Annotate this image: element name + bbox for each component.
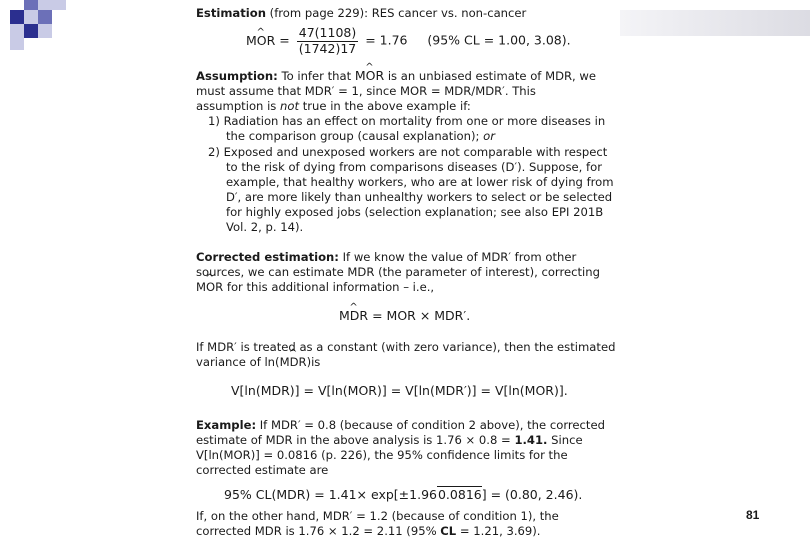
condition-2-line-2: to the risk of dying from comparisons diseases (D′). Suppose, for [226, 160, 602, 174]
corner-square-2 [24, 0, 38, 10]
assumption-text-3a: assumption is [196, 99, 277, 113]
corner-square-10 [10, 38, 24, 50]
corner-square-9 [38, 24, 52, 38]
variance-line-2 [196, 355, 320, 370]
mdr-hat-label: ^ MDR [339, 309, 368, 324]
assumption-heading: Assumption: [196, 69, 278, 83]
variance-line-1: If MDR′ is treated as a constant (with zero variance), then the estimated [196, 340, 616, 354]
mor-label: ^ MOR [246, 34, 275, 49]
example-text-2b: Since [551, 433, 583, 447]
mdr-equation [339, 309, 470, 324]
estimation-line [196, 6, 526, 21]
mor-inline: ^ MOR [355, 69, 384, 84]
other-line-1: If, on the other hand, MDR′ = 1.2 (because of condition 1), the [196, 509, 559, 523]
corner-square-3 [38, 0, 52, 10]
mdr-hat-inline: ^ MDR [280, 355, 307, 370]
variance-text-2b: )is [306, 355, 321, 369]
example-line-4: corrected estimate are [196, 463, 329, 477]
example-line-3: V[ln(MOR)] = 0.0816 (p. 226), the 95% confidence limits for the [196, 448, 568, 462]
corrected-text-1: If we know the value of MDR′ from other [342, 250, 577, 264]
mor-equation [246, 26, 571, 56]
assumption-line-2: must assume that MDR′ = 1, since MOR = MDR/MDR′. This [196, 84, 536, 98]
assumption-line-3 [196, 99, 471, 114]
assumption-text-1a: To infer that [281, 69, 352, 83]
assumption-text-1b: is an unbiased estimate of MDR, we [387, 69, 597, 83]
corner-square-8 [24, 24, 38, 38]
assumption-text-3b: true in the above example if: [302, 99, 471, 113]
corrected-text-3: for this additional information – i.e., [226, 280, 435, 294]
corner-square-1 [10, 10, 24, 24]
variance-text-2a: variance of ln( [196, 355, 280, 369]
example-line-1 [196, 418, 605, 433]
estimation-source: (from page 229): RES cancer vs. non-cancer [269, 6, 527, 20]
corner-square-5 [38, 10, 52, 24]
estimation-heading: Estimation [196, 6, 266, 20]
condition-2-line-3: example, that healthy workers, who are at lower risk of dying from [226, 175, 614, 189]
variance-equation: V[ln(MDR)] = V[ln(MOR)] = V[ln(MDR′)] = V[ln(MOR)]. [231, 383, 568, 398]
assumption-not: not [280, 99, 300, 113]
condition-2-line-5: for highly exposed jobs (selection explanation; see also EPI 201B [226, 205, 604, 219]
cl-sqrt: 0.0816 [437, 487, 482, 502]
condition-2-line-4: D′, are more likely than unhealthy workers to select or be selected [226, 190, 613, 204]
other-text-2b: = 1.21, 3.69). [459, 524, 541, 538]
condition-2-line-6: Vol. 2, p. 14). [226, 220, 304, 234]
condition-2-line-1: 2) Exposed and unexposed workers are not comparable with respect [208, 145, 608, 159]
other-cl: CL [440, 524, 457, 538]
assumption-line-1 [196, 69, 596, 84]
condition-1-text: the comparison group (causal explanation); [226, 129, 480, 143]
example-line-2 [196, 433, 583, 448]
example-text-2a: estimate of MDR in the above analysis is 1.76 × 0.8 = [196, 433, 511, 447]
mor-result: = 1.76 [365, 32, 408, 48]
corrected-line-2: sources, we can estimate MDR (the parameter of interest), correcting [196, 265, 600, 279]
mor-fraction [297, 26, 358, 56]
header-band [620, 10, 810, 36]
corner-square-7 [10, 24, 24, 38]
mor-ci: (95% CL = 1.00, 3.08). [427, 32, 571, 48]
mor-inline-2: ^ MOR [196, 280, 223, 295]
corrected-line-1 [196, 250, 576, 265]
mor-eq: = [279, 32, 290, 48]
mor-numerator: 47(1108) [298, 25, 357, 40]
mor-denominator: (1742)17 [298, 40, 357, 56]
cl-equation [224, 488, 582, 503]
condition-1-line-2 [226, 129, 495, 144]
cl-text-b: ] = (0.80, 2.46). [481, 487, 583, 502]
cl-text-a: 95% CL(MDR) = 1.41× exp[±1.96 [224, 487, 437, 502]
corrected-line-3 [196, 280, 434, 295]
page-number: 81 [746, 508, 760, 522]
corrected-heading: Corrected estimation: [196, 250, 339, 264]
mdr-eq-text: = MOR × MDR′. [372, 308, 471, 323]
example-value: 1.41. [514, 433, 548, 447]
other-line-2 [196, 524, 541, 539]
example-text-1: If MDR′ = 0.8 (because of condition 2 above), the corrected [259, 418, 605, 432]
condition-1-line-1: 1) Radiation has an effect on mortality from one or more diseases in [208, 114, 606, 128]
corner-square-6 [52, 0, 66, 10]
corner-square-4 [24, 10, 38, 24]
condition-1-or: or [483, 129, 495, 143]
other-text-2a: corrected MDR is 1.76 × 1.2 = 2.11 (95% [196, 524, 437, 538]
example-heading: Example: [196, 418, 257, 432]
